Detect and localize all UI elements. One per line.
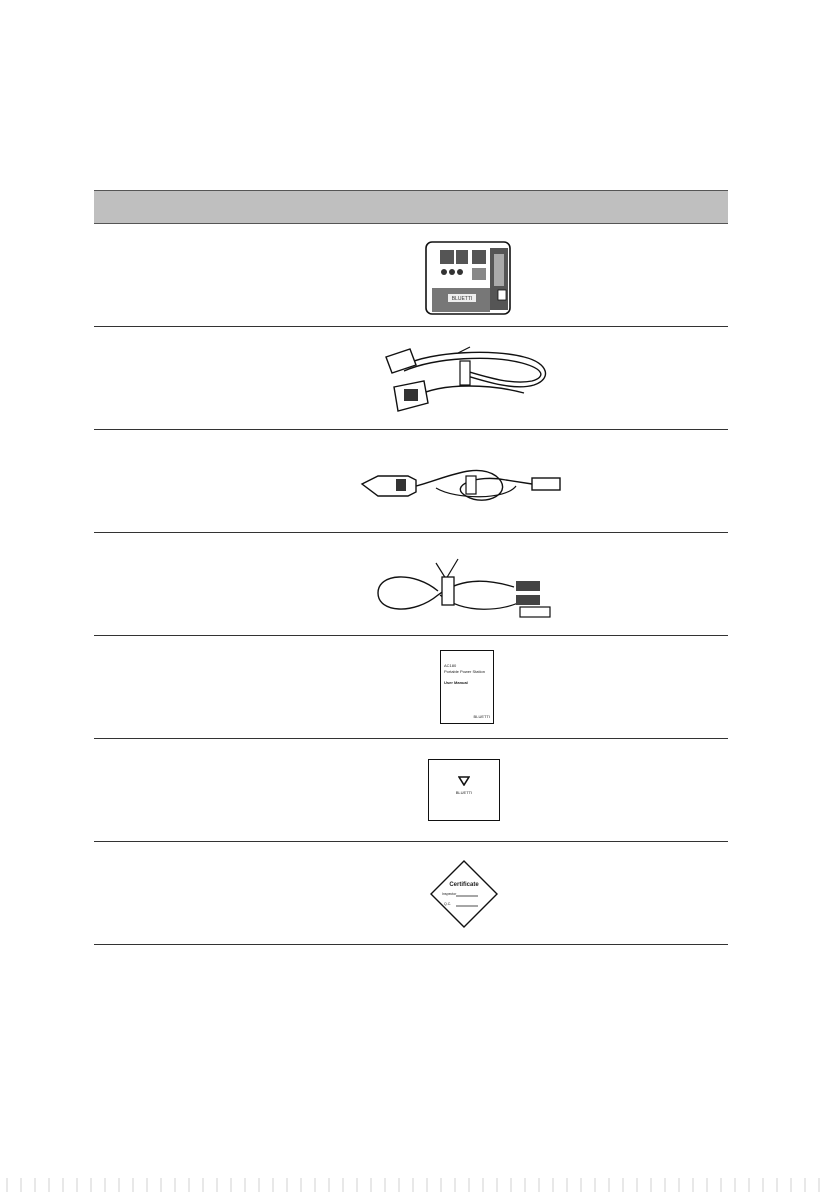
table-row bbox=[94, 533, 728, 636]
ac-power-cable-illustration bbox=[374, 341, 564, 419]
table-row bbox=[94, 739, 728, 842]
page-bottom-edge bbox=[0, 1178, 823, 1192]
bag-brand: BLUETTI bbox=[455, 790, 473, 795]
table-header bbox=[94, 190, 728, 224]
certificate-field-inspector: Inspector bbox=[442, 892, 457, 896]
table-row bbox=[94, 327, 728, 430]
user-manual-illustration bbox=[440, 650, 494, 724]
brand-logo-icon bbox=[458, 776, 470, 786]
manual-title: User Manual bbox=[444, 680, 468, 685]
certificate-field-qc: Q.C. bbox=[444, 902, 452, 906]
packing-list-table bbox=[94, 190, 728, 945]
accessory-bag-illustration bbox=[428, 759, 500, 821]
manual-subtitle: Portable Power Station bbox=[444, 669, 485, 674]
table-row bbox=[94, 430, 728, 533]
manual-model: AC180 bbox=[444, 663, 457, 668]
power-station-illustration bbox=[418, 238, 518, 318]
table-row bbox=[94, 224, 728, 327]
solar-charging-cable-illustration bbox=[374, 551, 564, 625]
certificate-illustration bbox=[430, 860, 498, 928]
car-charging-cable-illustration bbox=[356, 456, 566, 514]
certificate-title: Certificate bbox=[449, 882, 479, 888]
table-row bbox=[94, 842, 728, 945]
certificate-outline-icon bbox=[430, 860, 498, 928]
table-row bbox=[94, 636, 728, 739]
manual-brand: BLUETTI bbox=[473, 714, 490, 719]
device-brand: BLUETTI bbox=[451, 296, 473, 302]
